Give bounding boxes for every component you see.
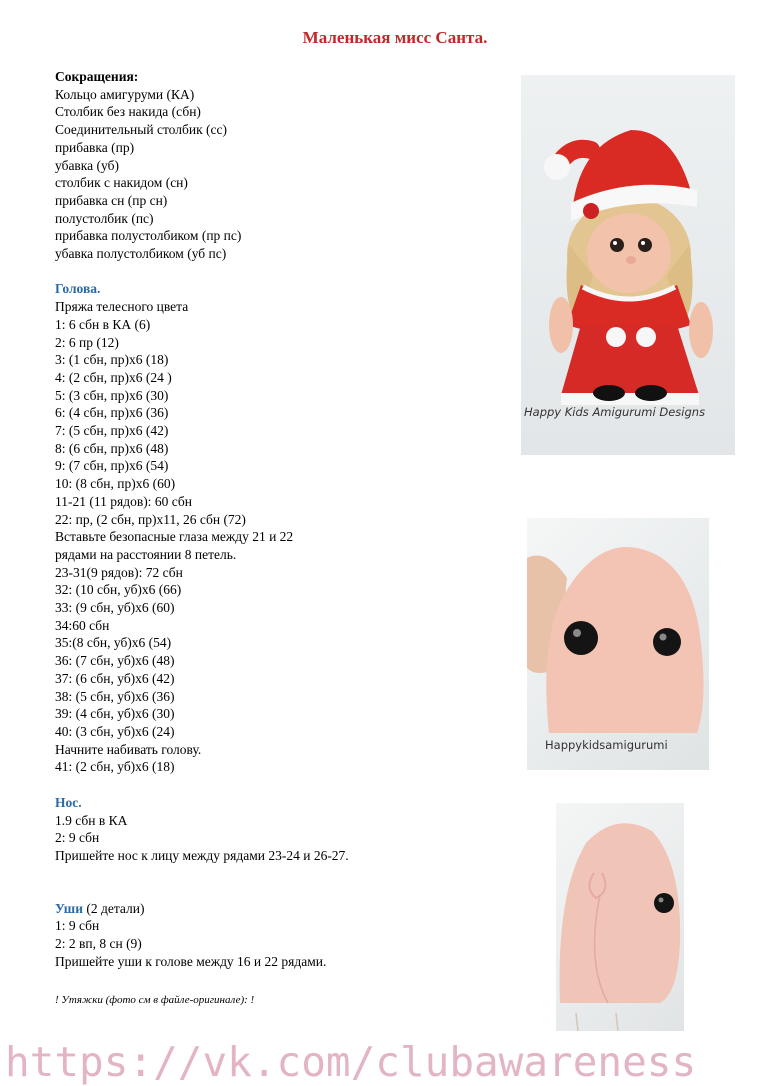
head-row: 4: (2 сбн, пр)х6 (24 ) bbox=[55, 369, 172, 385]
abbreviations-heading: Сокращения: bbox=[55, 69, 139, 84]
head-row: 8: (6 сбн, пр)х6 (48) bbox=[55, 440, 169, 456]
head-row: Пряжа телесного цвета bbox=[55, 299, 189, 315]
head-row: 9: (7 сбн, пр)х6 (54) bbox=[55, 458, 169, 474]
nose-row: 2: 9 сбн bbox=[55, 830, 100, 846]
head-row: 36: (7 сбн, уб)х6 (48) bbox=[55, 653, 175, 669]
head-row: 1: 6 сбн в КА (6) bbox=[55, 316, 151, 332]
ears-row: 2: 2 вп, 8 сн (9) bbox=[55, 936, 142, 952]
head-row: 2: 6 пр (12) bbox=[55, 334, 119, 350]
head-row: 39: (4 сбн, уб)х6 (30) bbox=[55, 706, 175, 722]
abbr-item: убавка (уб) bbox=[55, 157, 119, 173]
head-row: 3: (1 сбн, пр)х6 (18) bbox=[55, 352, 169, 368]
head-row: 38: (5 сбн, уб)х6 (36) bbox=[55, 688, 175, 704]
abbr-item: прибавка полустолбиком (пр пс) bbox=[55, 228, 242, 244]
ear-illustration bbox=[556, 803, 684, 1031]
head-row: 40: (3 сбн, уб)х6 (24) bbox=[55, 724, 175, 739]
head-illustration bbox=[527, 518, 709, 770]
doll-photo-caption: Happy Kids Amigurumi Designs bbox=[524, 405, 706, 419]
abbr-item: Соединительный столбик (сс) bbox=[55, 122, 227, 138]
nose-row: Пришейте нос к лицу между рядами 23-24 и 26-27. bbox=[55, 847, 349, 863]
head-photo bbox=[527, 518, 709, 770]
head-row: Вставьте безопасные глаза между 21 и 22 bbox=[55, 529, 294, 545]
ears-heading: Уши bbox=[55, 900, 83, 916]
head-row: 34:60 сбн bbox=[55, 617, 110, 633]
ears-row: 1: 9 сбн bbox=[55, 918, 100, 934]
head-row: 41: (2 сбн, уб)х6 (18) bbox=[55, 759, 175, 775]
ears-heading-suffix: (2 детали) bbox=[82, 900, 145, 916]
abbr-item: столбик с накидом (сн) bbox=[55, 175, 188, 191]
head-row: 37: (6 сбн, уб)х6 (42) bbox=[55, 670, 175, 686]
abbr-item: убавка полустолбиком (уб пс) bbox=[55, 246, 227, 262]
head-row: 22: пр, (2 сбн, пр)х11, 26 сбн (72) bbox=[55, 511, 246, 527]
head-row: 32: (10 сбн, уб)х6 (66) bbox=[55, 582, 182, 598]
head-row: 23-31(9 рядов): 72 сбн bbox=[55, 564, 183, 580]
head-row: 5: (3 сбн, пр)х6 (30) bbox=[55, 387, 169, 403]
head-row: 11-21 (11 рядов): 60 сбн bbox=[55, 493, 192, 509]
note-text: ! Утяжки (фото см в файле-оригинале): ! bbox=[55, 994, 255, 1007]
abbr-item: Кольцо амигуруми (КА) bbox=[55, 86, 195, 102]
head-row: 7: (5 сбн, пр)х6 (42) bbox=[55, 423, 169, 439]
nose-heading: Нос. bbox=[55, 794, 82, 810]
head-row: рядами на расстоянии 8 петель. bbox=[55, 546, 237, 562]
head-row: 35:(8 сбн, уб)х6 (54) bbox=[55, 635, 172, 651]
ears-heading-line bbox=[55, 900, 515, 918]
page-title: Маленькая мисс Санта. bbox=[302, 28, 488, 47]
abbr-item: прибавка (пр) bbox=[55, 139, 135, 155]
head-row: 10: (8 сбн, пр)х6 (60) bbox=[55, 476, 176, 492]
head-row: Начните набивать голову. bbox=[55, 741, 202, 757]
abbr-item: полустолбик (пс) bbox=[55, 210, 154, 226]
head-row: 33: (9 сбн, уб)х6 (60) bbox=[55, 600, 175, 616]
head-photo-caption: Happykidsamigurumi bbox=[545, 738, 668, 752]
head-row: 6: (4 сбн, пр)х6 (36) bbox=[55, 405, 169, 421]
head-heading: Голова. bbox=[55, 281, 101, 297]
watermark-url: https://vk.com/clubawareness bbox=[5, 1038, 697, 1086]
abbr-item: Столбик без накида (сбн) bbox=[55, 104, 201, 120]
doll-photo bbox=[521, 75, 735, 455]
doll-illustration bbox=[521, 75, 735, 455]
abbr-item: прибавка сн (пр сн) bbox=[55, 192, 168, 208]
ears-row: Пришейте уши к голове между 16 и 22 рядами. bbox=[55, 953, 327, 969]
pattern-text bbox=[55, 68, 515, 1010]
nose-row: 1.9 сбн в КА bbox=[55, 812, 128, 828]
ear-photo bbox=[556, 803, 684, 1031]
